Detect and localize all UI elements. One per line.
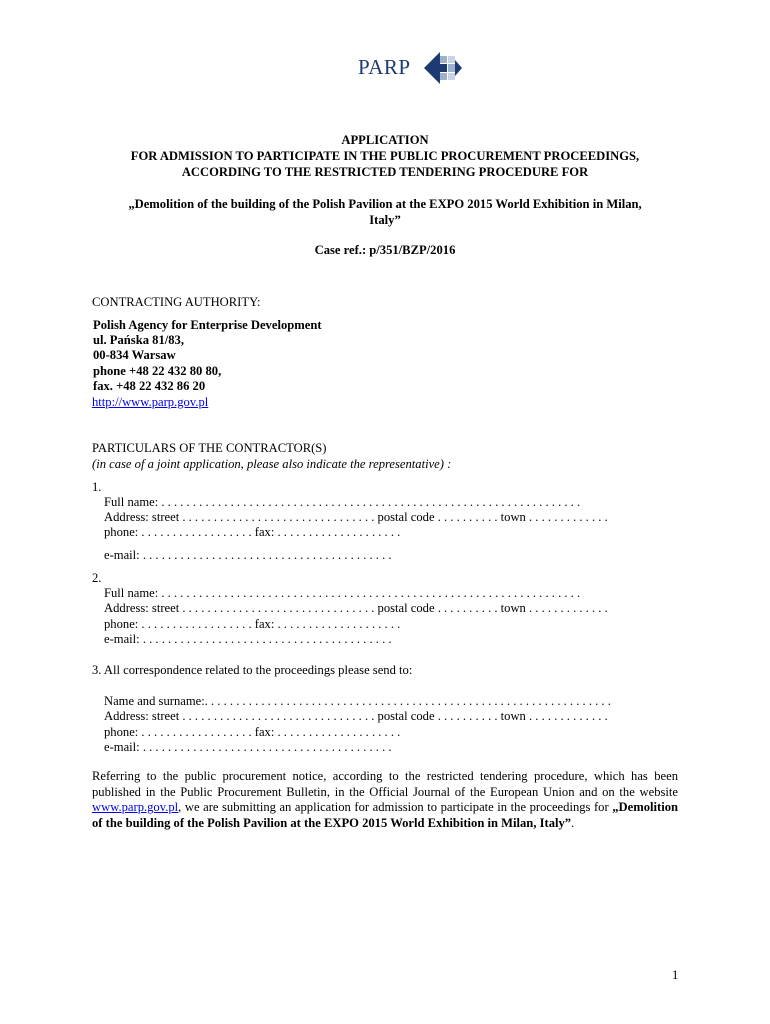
contractor-1-full-name[interactable]: Full name: . . . . . . . . . . . . . . . . . . . . . . . . . . . . . . . . . . . . . . . . . . . . . . . . . . . . . . . . . . . . . . . . . . . bbox=[104, 495, 581, 509]
authority-website-link[interactable]: http://www.parp.gov.pl bbox=[92, 395, 209, 409]
correspondence-name[interactable]: Name and surname:. . . . . . . . . . . . . . . . . . . . . . . . . . . . . . . . . . . . . . . . . . . . . . . . . . . . . . . . . . . . . . . . . bbox=[104, 694, 611, 708]
closing-subject: „Demolition of the building of the Polish Pavilion at the EXPO 2015 World Exhibition in Milan, Italy” bbox=[92, 800, 678, 830]
authority-phone: phone +48 22 432 80 80, bbox=[93, 364, 222, 378]
authority-heading: CONTRACTING AUTHORITY: bbox=[92, 295, 261, 309]
contractor-1-email[interactable]: e-mail: . . . . . . . . . . . . . . . . . . . . . . . . . . . . . . . . . . . . . . . . bbox=[104, 548, 392, 562]
title-line-1: APPLICATION bbox=[341, 133, 429, 147]
contractor-2-phone-fax[interactable]: phone: . . . . . . . . . . . . . . . . . . fax: . . . . . . . . . . . . . . . . . . . . bbox=[104, 617, 401, 631]
contractor-2-email[interactable]: e-mail: . . . . . . . . . . . . . . . . . . . . . . . . . . . . . . . . . . . . . . . . bbox=[104, 632, 392, 646]
contractor-2-full-name[interactable]: Full name: . . . . . . . . . . . . . . . . . . . . . . . . . . . . . . . . . . . . . . . . . . . . . . . . . . . . . . . . . . . . . . . . . . . bbox=[104, 586, 581, 600]
closing-text-b: , we are submitting an application for admission to participate in the proceedings for bbox=[178, 800, 613, 814]
authority-name: Polish Agency for Enterprise Development bbox=[93, 318, 322, 332]
closing-end: . bbox=[571, 815, 575, 830]
contractor-1-address[interactable]: Address: street . . . . . . . . . . . . . . . . . . . . . . . . . . . . . . . postal code . . . . . . . . . . town . . . . . . . . . . . . . bbox=[104, 510, 608, 524]
contractors-heading: PARTICULARS OF THE CONTRACTOR(S) bbox=[92, 441, 327, 455]
contractors-note: (in case of a joint application, please also indicate the representative) : bbox=[92, 457, 452, 471]
correspondence-phone-fax[interactable]: phone: . . . . . . . . . . . . . . . . . . fax: . . . . . . . . . . . . . . . . . . . . bbox=[104, 725, 401, 739]
logo-text: PARP bbox=[358, 55, 411, 79]
correspondence-heading: 3. All correspondence related to the proceedings please send to: bbox=[92, 663, 413, 677]
subject-line-1: „Demolition of the building of the Polish Pavilion at the EXPO 2015 World Exhibition in Milan, bbox=[128, 197, 642, 211]
title-line-3: ACCORDING TO THE RESTRICTED TENDERING PROCEDURE FOR bbox=[181, 165, 589, 179]
correspondence-address[interactable]: Address: street . . . . . . . . . . . . . . . . . . . . . . . . . . . . . . . postal code . . . . . . . . . . town . . . . . . . . . . . . . bbox=[104, 709, 608, 723]
parp-logo bbox=[358, 50, 468, 86]
contractor-1-phone-fax[interactable]: phone: . . . . . . . . . . . . . . . . . . fax: . . . . . . . . . . . . . . . . . . . . bbox=[104, 525, 401, 539]
case-reference: Case ref.: p/351/BZP/2016 bbox=[314, 243, 456, 257]
authority-city: 00-834 Warsaw bbox=[93, 348, 176, 362]
title-line-2: FOR ADMISSION TO PARTICIPATE IN THE PUBLIC PROCUREMENT PROCEEDINGS, bbox=[130, 149, 640, 163]
parp-emblem-icon bbox=[422, 50, 462, 86]
authority-street: ul. Pańska 81/83, bbox=[93, 333, 184, 347]
correspondence-email[interactable]: e-mail: . . . . . . . . . . . . . . . . . . . . . . . . . . . . . . . . . . . . . . . . bbox=[104, 740, 392, 754]
contractor-2-address[interactable]: Address: street . . . . . . . . . . . . . . . . . . . . . . . . . . . . . . . postal code . . . . . . . . . . town . . . . . . . . . . . . . bbox=[104, 601, 608, 615]
page-number: 1 bbox=[672, 968, 679, 982]
closing-paragraph bbox=[92, 769, 678, 831]
parp-website-link[interactable]: www.parp.gov.pl bbox=[92, 800, 179, 814]
subject-line-2: Italy” bbox=[369, 213, 401, 227]
contractor-2-number: 2. bbox=[92, 571, 102, 585]
contractor-1-number: 1. bbox=[92, 480, 102, 494]
authority-fax: fax. +48 22 432 86 20 bbox=[93, 379, 206, 393]
closing-text-a: Referring to the public procurement notice, according to the restricted tendering procedure, which has been published in the Public Procurement Bulletin, in the Official Journal of the European Union and on the website bbox=[92, 769, 678, 799]
